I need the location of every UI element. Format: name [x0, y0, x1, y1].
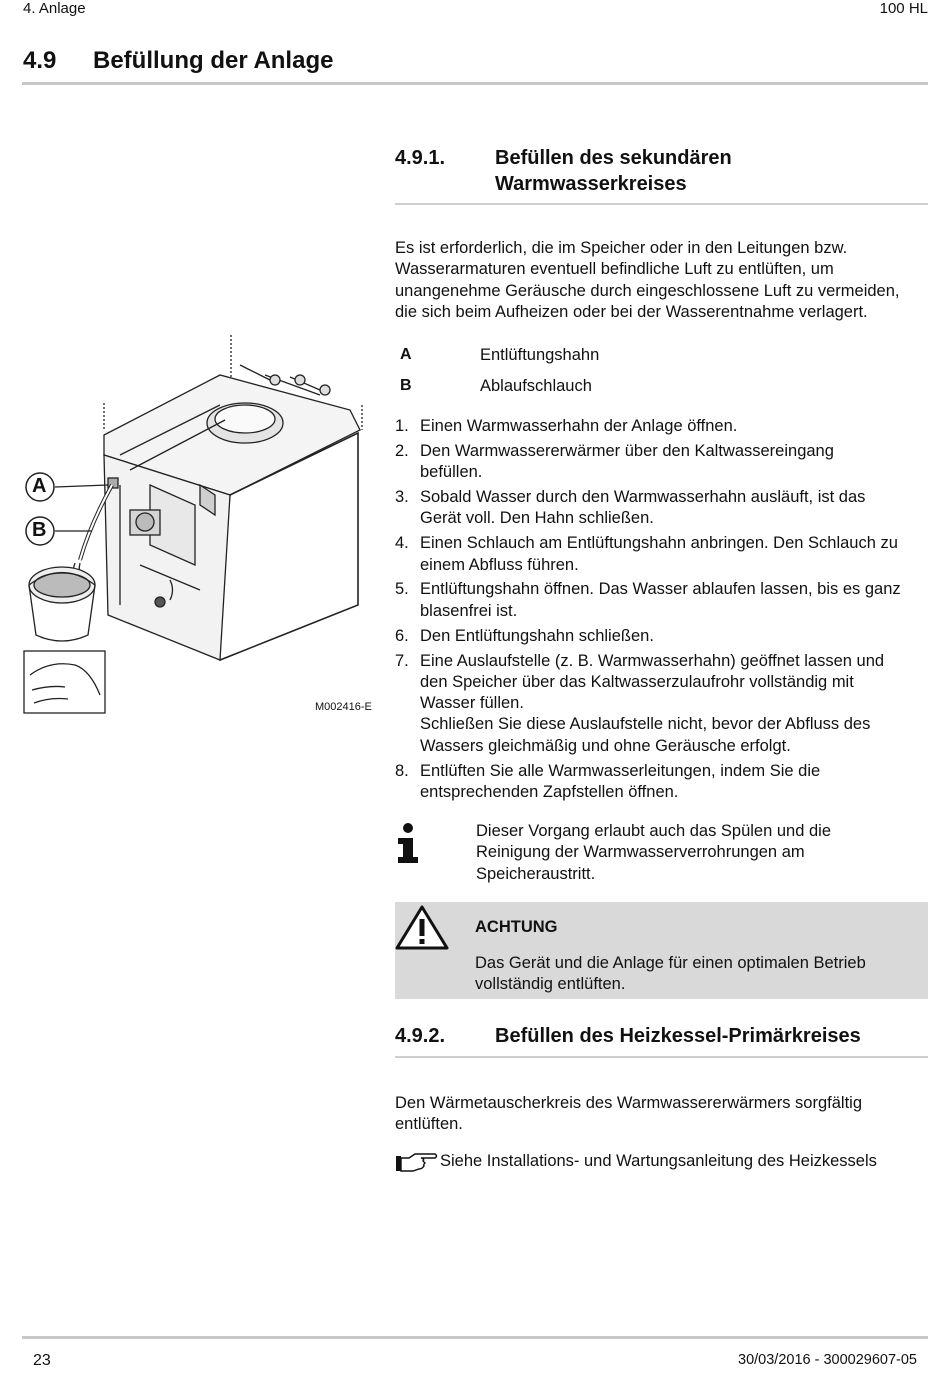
legend-key-a: A: [400, 346, 412, 363]
header-product: 100 HL: [879, 0, 928, 17]
info-text: Dieser Vorgang erlaubt auch das Spülen und die Reinigung der Warmwasserverrohrungen am Speicheraustritt.: [476, 822, 831, 883]
figure-code: M002416-E: [315, 701, 372, 713]
boiler-drawing: [20, 335, 380, 720]
step-6: 6. Den Entlüftungshahn schließen.: [395, 626, 654, 645]
sub2-reference: Siehe Installations- und Wartungsanleitung des Heizkessels: [440, 1152, 877, 1170]
sub1-number: 4.9.1.: [395, 147, 446, 169]
step-4: 4. Einen Schlauch am Entlüftungshahn anbringen. Den Schlauch zu einem Abfluss führen.: [395, 534, 898, 574]
callout-a: A: [32, 475, 47, 497]
step-5: 5. Entlüftungshahn öffnen. Das Wasser ablaufen lassen, bis es ganz blasenfrei ist.: [395, 580, 901, 620]
warning-box: [395, 902, 928, 999]
step-3: 3. Sobald Wasser durch den Warmwasserhahn ausläuft, ist das Gerät voll. Den Hahn schließen.: [395, 488, 866, 528]
step-1: 1. Einen Warmwasserhahn der Anlage öffnen.: [395, 417, 738, 435]
pointing-hand-icon: [395, 1152, 439, 1179]
sub2-number: 4.9.2.: [395, 1025, 446, 1047]
sub2-title: Befüllen des Heizkessel-Primärkreises: [495, 1025, 861, 1047]
steps-list: [395, 416, 940, 807]
legend-text-a: Entlüftungshahn: [480, 346, 600, 364]
callout-b: B: [32, 519, 47, 541]
warning-triangle-icon: [395, 904, 449, 955]
info-icon: [395, 822, 421, 864]
footer-page: 23: [33, 1352, 51, 1369]
footer-rule: [22, 1336, 928, 1339]
sub1-rule: [395, 203, 928, 205]
warning-title: ACHTUNG: [475, 918, 558, 936]
sub1-intro: Es ist erforderlich, die im Speicher oder in den Leitungen bzw. Wasserarmaturen eventuell befindliche Luft zu entlüften, um unangenehme Geräusche durch eingeschlossene Luft zu vermeiden, die sich beim Aufheizen oder bei der Wasserentnahme verlagert.: [395, 239, 900, 321]
section-rule: [22, 82, 928, 85]
sub2-text: Den Wärmetauscherkreis des Warmwassererwärmers sorgfältig entlüften.: [395, 1094, 863, 1134]
step-8: 8. Entlüften Sie alle Warmwasserleitungen, indem Sie die entsprechenden Zapfstellen öffnen.: [395, 761, 821, 801]
legend-key-b: B: [400, 377, 412, 394]
section-title: Befüllung der Anlage: [93, 47, 334, 74]
legend-text-b: Ablaufschlauch: [480, 377, 592, 395]
warning-text: Das Gerät und die Anlage für einen optimalen Betrieb vollständig entlüften.: [475, 954, 866, 994]
sub1-title: Befüllen des sekundären Warmwasserkreises: [495, 147, 732, 195]
sub2-rule: [395, 1056, 928, 1058]
step-7: 7. Eine Auslaufstelle (z. B. Warmwasserhahn) geöffnet lassen und den Speicher über das Kaltwasserzulaufrohr vollständig mit Wasser füllen. Schließen Sie diese Auslaufstelle nicht, bevor der Abfluss des Wassers gleichmäßig und ohne Geräusche erfolgt.: [395, 651, 885, 755]
figure-boiler: [20, 335, 380, 720]
section-number: 4.9: [23, 47, 57, 74]
header-chapter: 4. Anlage: [23, 0, 86, 17]
footer-doc: 30/03/2016 - 300029607-05: [738, 1352, 917, 1368]
step-2: 2. Den Warmwassererwärmer über den Kaltwassereingang befüllen.: [395, 441, 834, 482]
